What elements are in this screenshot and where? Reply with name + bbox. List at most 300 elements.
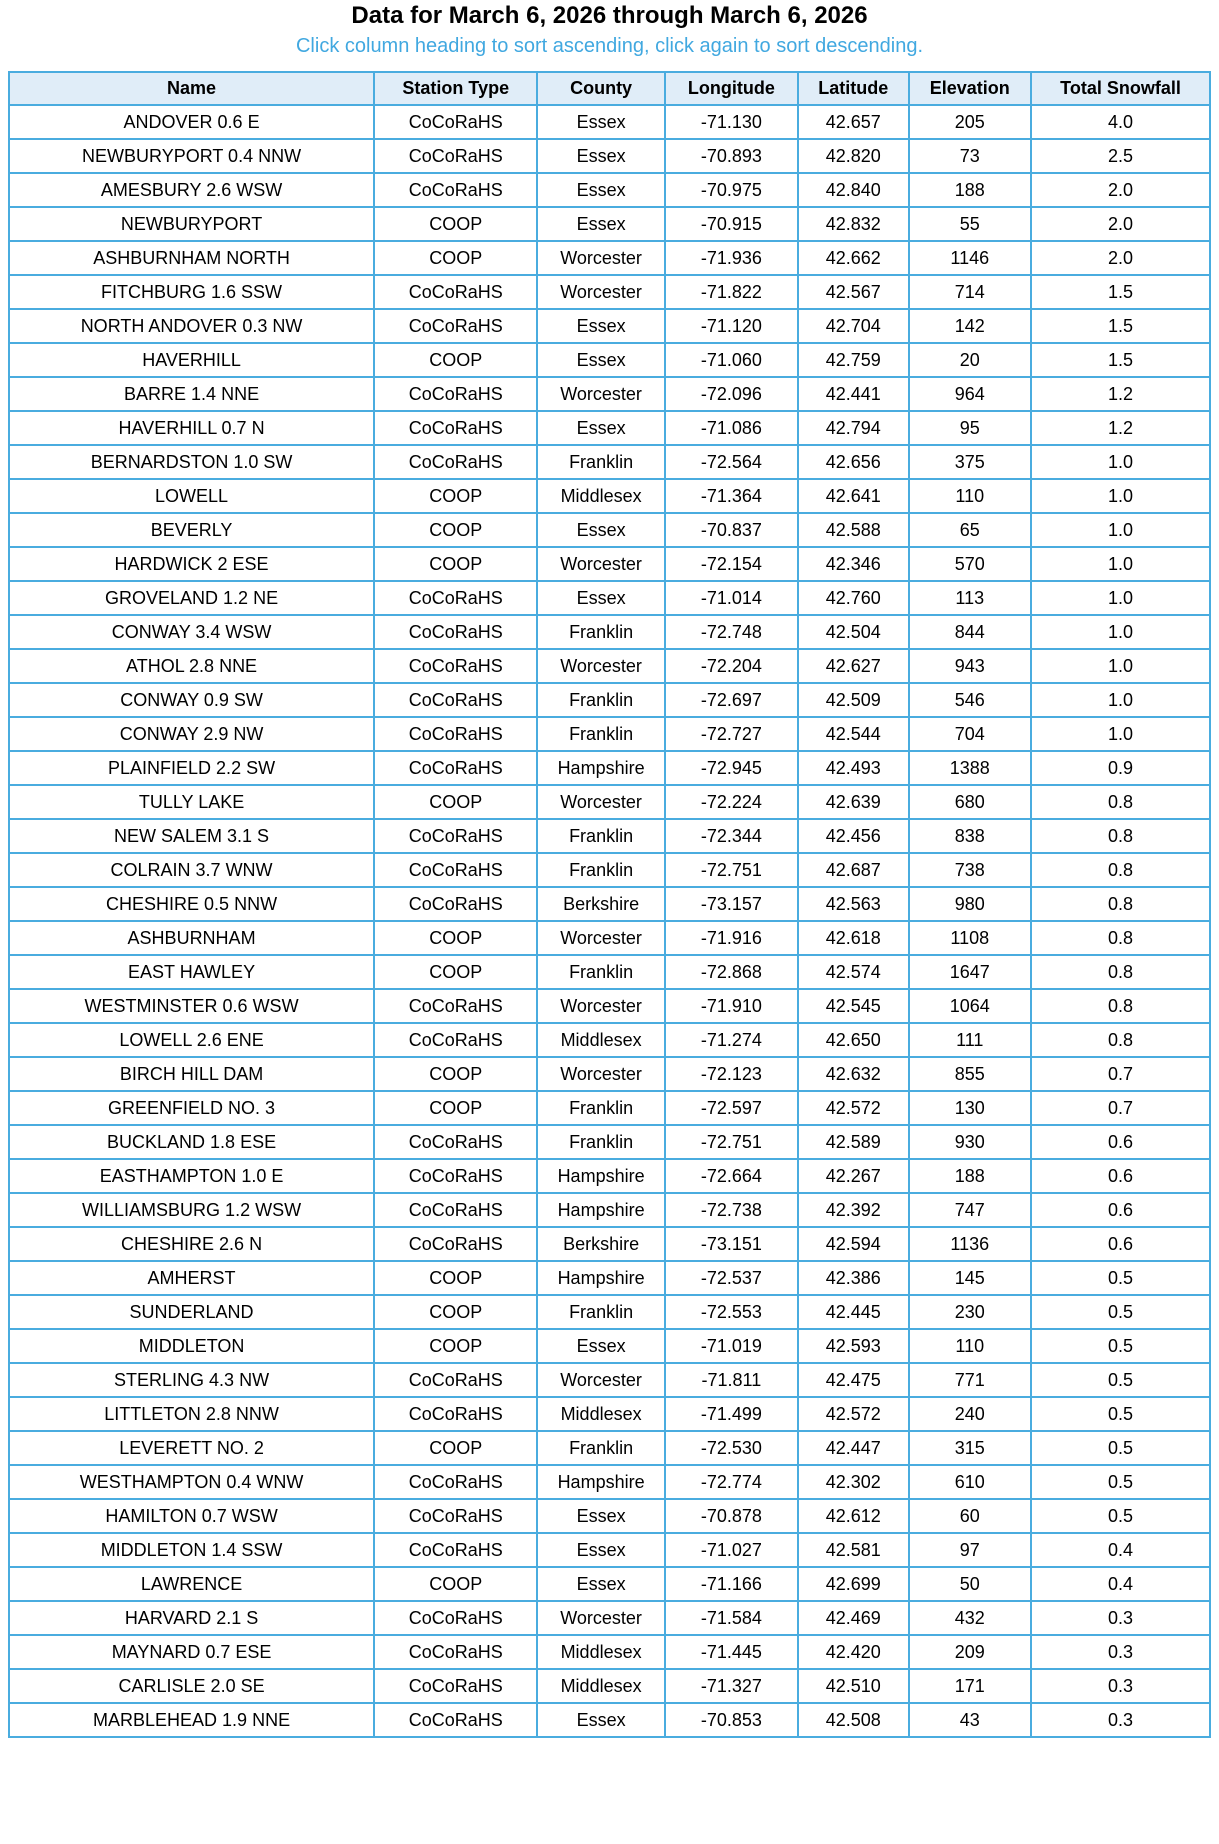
cell-elevation: 771 [909,1363,1032,1397]
cell-elevation: 240 [909,1397,1032,1431]
cell-station-type: COOP [374,513,537,547]
cell-station-type: COOP [374,241,537,275]
cell-county: Hampshire [537,1465,664,1499]
cell-elevation: 73 [909,139,1032,173]
cell-elevation: 20 [909,343,1032,377]
table-row [9,173,1210,207]
cell-latitude: 42.699 [798,1567,908,1601]
cell-elevation: 943 [909,649,1032,683]
table-row [9,1635,1210,1669]
cell-elevation: 110 [909,1329,1032,1363]
table-row [9,1261,1210,1295]
cell-elevation: 546 [909,683,1032,717]
cell-latitude: 42.420 [798,1635,908,1669]
cell-total-snowfall: 0.7 [1031,1091,1210,1125]
table-row [9,105,1210,139]
cell-longitude: -72.727 [665,717,798,751]
cell-county: Middlesex [537,1023,664,1057]
cell-longitude: -72.344 [665,819,798,853]
table-row [9,1601,1210,1635]
table-row [9,1499,1210,1533]
cell-longitude: -71.274 [665,1023,798,1057]
cell-county: Franklin [537,819,664,853]
cell-elevation: 844 [909,615,1032,649]
cell-station-type: CoCoRaHS [374,1499,537,1533]
table-row [9,1465,1210,1499]
cell-longitude: -71.445 [665,1635,798,1669]
cell-longitude: -71.936 [665,241,798,275]
cell-county: Essex [537,105,664,139]
table-row [9,1125,1210,1159]
cell-latitude: 42.510 [798,1669,908,1703]
table-row [9,1567,1210,1601]
cell-total-snowfall: 0.3 [1031,1669,1210,1703]
cell-total-snowfall: 0.5 [1031,1431,1210,1465]
cell-latitude: 42.469 [798,1601,908,1635]
cell-name: CONWAY 2.9 NW [9,717,374,751]
cell-name: ASHBURNHAM NORTH [9,241,374,275]
column-header-total-snowfall[interactable]: Total Snowfall [1031,72,1210,105]
cell-name: FITCHBURG 1.6 SSW [9,275,374,309]
cell-elevation: 111 [909,1023,1032,1057]
cell-county: Essex [537,581,664,615]
cell-total-snowfall: 4.0 [1031,105,1210,139]
cell-county: Hampshire [537,1159,664,1193]
cell-longitude: -71.027 [665,1533,798,1567]
cell-station-type: COOP [374,1329,537,1363]
cell-elevation: 113 [909,581,1032,615]
cell-elevation: 97 [909,1533,1032,1567]
cell-name: CHESHIRE 2.6 N [9,1227,374,1261]
cell-county: Essex [537,1499,664,1533]
cell-latitude: 42.392 [798,1193,908,1227]
table-row [9,1159,1210,1193]
cell-total-snowfall: 1.0 [1031,547,1210,581]
cell-county: Worcester [537,241,664,275]
cell-total-snowfall: 1.0 [1031,649,1210,683]
cell-elevation: 838 [909,819,1032,853]
cell-latitude: 42.632 [798,1057,908,1091]
column-header-longitude[interactable]: Longitude [665,72,798,105]
cell-name: AMHERST [9,1261,374,1295]
cell-latitude: 42.594 [798,1227,908,1261]
cell-station-type: COOP [374,1431,537,1465]
cell-name: MIDDLETON 1.4 SSW [9,1533,374,1567]
cell-longitude: -70.975 [665,173,798,207]
cell-latitude: 42.662 [798,241,908,275]
cell-total-snowfall: 1.5 [1031,343,1210,377]
table-row [9,853,1210,887]
cell-longitude: -72.748 [665,615,798,649]
cell-station-type: COOP [374,1091,537,1125]
cell-county: Essex [537,1703,664,1737]
cell-longitude: -70.878 [665,1499,798,1533]
cell-elevation: 980 [909,887,1032,921]
cell-station-type: COOP [374,1295,537,1329]
cell-county: Worcester [537,377,664,411]
cell-longitude: -71.916 [665,921,798,955]
cell-station-type: CoCoRaHS [374,751,537,785]
cell-county: Franklin [537,445,664,479]
cell-county: Worcester [537,649,664,683]
cell-total-snowfall: 1.0 [1031,717,1210,751]
cell-latitude: 42.794 [798,411,908,445]
cell-name: ATHOL 2.8 NNE [9,649,374,683]
table-row [9,887,1210,921]
cell-longitude: -72.597 [665,1091,798,1125]
station-table-body [9,105,1210,1737]
cell-elevation: 714 [909,275,1032,309]
cell-longitude: -71.327 [665,1669,798,1703]
page-title: Data for March 6, 2026 through March 6, 2026 [351,2,868,29]
cell-station-type: CoCoRaHS [374,853,537,887]
cell-station-type: COOP [374,1057,537,1091]
cell-name: NORTH ANDOVER 0.3 NW [9,309,374,343]
table-row [9,785,1210,819]
cell-latitude: 42.346 [798,547,908,581]
cell-longitude: -72.868 [665,955,798,989]
cell-name: SUNDERLAND [9,1295,374,1329]
cell-county: Middlesex [537,1635,664,1669]
cell-latitude: 42.581 [798,1533,908,1567]
table-row [9,581,1210,615]
cell-latitude: 42.567 [798,275,908,309]
cell-station-type: CoCoRaHS [374,1397,537,1431]
cell-latitude: 42.656 [798,445,908,479]
cell-longitude: -70.915 [665,207,798,241]
cell-latitude: 42.445 [798,1295,908,1329]
column-header-station-type[interactable]: Station Type [374,72,537,105]
cell-elevation: 110 [909,479,1032,513]
cell-total-snowfall: 1.0 [1031,581,1210,615]
cell-total-snowfall: 0.8 [1031,1023,1210,1057]
cell-longitude: -71.811 [665,1363,798,1397]
cell-latitude: 42.456 [798,819,908,853]
cell-latitude: 42.588 [798,513,908,547]
cell-longitude: -70.837 [665,513,798,547]
cell-station-type: CoCoRaHS [374,615,537,649]
cell-station-type: CoCoRaHS [374,887,537,921]
cell-elevation: 50 [909,1567,1032,1601]
cell-county: Essex [537,411,664,445]
cell-total-snowfall: 0.8 [1031,921,1210,955]
cell-longitude: -72.774 [665,1465,798,1499]
cell-county: Essex [537,173,664,207]
cell-name: CONWAY 3.4 WSW [9,615,374,649]
cell-name: EAST HAWLEY [9,955,374,989]
cell-county: Berkshire [537,1227,664,1261]
cell-county: Franklin [537,1431,664,1465]
cell-total-snowfall: 1.0 [1031,479,1210,513]
cell-longitude: -71.584 [665,1601,798,1635]
cell-name: HAVERHILL 0.7 N [9,411,374,445]
cell-elevation: 230 [909,1295,1032,1329]
table-row [9,1669,1210,1703]
table-row [9,547,1210,581]
cell-elevation: 315 [909,1431,1032,1465]
column-header-elevation[interactable]: Elevation [909,72,1032,105]
cell-latitude: 42.639 [798,785,908,819]
cell-longitude: -72.697 [665,683,798,717]
cell-total-snowfall: 0.6 [1031,1159,1210,1193]
cell-latitude: 42.589 [798,1125,908,1159]
cell-county: Franklin [537,1091,664,1125]
table-row [9,411,1210,445]
cell-name: HAVERHILL [9,343,374,377]
table-row [9,989,1210,1023]
cell-station-type: COOP [374,921,537,955]
table-row [9,615,1210,649]
cell-longitude: -72.664 [665,1159,798,1193]
cell-longitude: -72.154 [665,547,798,581]
cell-station-type: CoCoRaHS [374,581,537,615]
cell-name: NEWBURYPORT [9,207,374,241]
cell-county: Hampshire [537,1261,664,1295]
cell-station-type: CoCoRaHS [374,1363,537,1397]
cell-longitude: -72.123 [665,1057,798,1091]
cell-total-snowfall: 0.8 [1031,887,1210,921]
cell-longitude: -70.853 [665,1703,798,1737]
cell-county: Worcester [537,1057,664,1091]
cell-elevation: 570 [909,547,1032,581]
cell-county: Essex [537,309,664,343]
table-row [9,479,1210,513]
table-row [9,1703,1210,1737]
cell-total-snowfall: 0.3 [1031,1703,1210,1737]
cell-name: CARLISLE 2.0 SE [9,1669,374,1703]
cell-elevation: 205 [909,105,1032,139]
cell-name: BIRCH HILL DAM [9,1057,374,1091]
cell-latitude: 42.687 [798,853,908,887]
cell-elevation: 1136 [909,1227,1032,1261]
table-row [9,683,1210,717]
cell-latitude: 42.493 [798,751,908,785]
cell-latitude: 42.704 [798,309,908,343]
cell-county: Essex [537,343,664,377]
cell-name: EASTHAMPTON 1.0 E [9,1159,374,1193]
table-row [9,1091,1210,1125]
table-row [9,1363,1210,1397]
cell-elevation: 55 [909,207,1032,241]
cell-county: Essex [537,207,664,241]
cell-latitude: 42.447 [798,1431,908,1465]
cell-latitude: 42.627 [798,649,908,683]
cell-total-snowfall: 0.9 [1031,751,1210,785]
cell-county: Worcester [537,785,664,819]
cell-station-type: CoCoRaHS [374,309,537,343]
column-header-county[interactable]: County [537,72,664,105]
table-row [9,241,1210,275]
cell-station-type: COOP [374,785,537,819]
cell-station-type: COOP [374,547,537,581]
table-row [9,751,1210,785]
table-row [9,1533,1210,1567]
cell-longitude: -71.060 [665,343,798,377]
cell-station-type: CoCoRaHS [374,1227,537,1261]
cell-station-type: CoCoRaHS [374,1159,537,1193]
cell-elevation: 964 [909,377,1032,411]
cell-station-type: COOP [374,955,537,989]
cell-longitude: -71.014 [665,581,798,615]
cell-longitude: -72.204 [665,649,798,683]
cell-elevation: 95 [909,411,1032,445]
cell-station-type: CoCoRaHS [374,105,537,139]
cell-station-type: CoCoRaHS [374,1669,537,1703]
cell-elevation: 704 [909,717,1032,751]
table-row [9,139,1210,173]
table-head [9,72,1210,105]
cell-station-type: CoCoRaHS [374,683,537,717]
cell-total-snowfall: 0.5 [1031,1499,1210,1533]
cell-total-snowfall: 0.5 [1031,1329,1210,1363]
cell-name: AMESBURY 2.6 WSW [9,173,374,207]
cell-longitude: -71.019 [665,1329,798,1363]
cell-longitude: -71.364 [665,479,798,513]
cell-name: LOWELL 2.6 ENE [9,1023,374,1057]
cell-elevation: 610 [909,1465,1032,1499]
cell-station-type: COOP [374,343,537,377]
cell-station-type: COOP [374,479,537,513]
table-row [9,1397,1210,1431]
cell-elevation: 375 [909,445,1032,479]
cell-elevation: 145 [909,1261,1032,1295]
cell-total-snowfall: 0.8 [1031,989,1210,1023]
cell-station-type: COOP [374,207,537,241]
cell-total-snowfall: 0.8 [1031,955,1210,989]
table-row [9,1057,1210,1091]
cell-longitude: -71.910 [665,989,798,1023]
cell-longitude: -72.530 [665,1431,798,1465]
column-header-latitude[interactable]: Latitude [798,72,908,105]
cell-name: WESTMINSTER 0.6 WSW [9,989,374,1023]
table-row [9,445,1210,479]
cell-latitude: 42.832 [798,207,908,241]
cell-elevation: 1647 [909,955,1032,989]
cell-county: Middlesex [537,1397,664,1431]
table-row [9,717,1210,751]
cell-county: Franklin [537,683,664,717]
cell-longitude: -71.130 [665,105,798,139]
cell-station-type: CoCoRaHS [374,275,537,309]
cell-total-snowfall: 1.0 [1031,445,1210,479]
cell-county: Middlesex [537,1669,664,1703]
cell-latitude: 42.574 [798,955,908,989]
cell-name: BEVERLY [9,513,374,547]
table-row [9,377,1210,411]
cell-longitude: -72.751 [665,1125,798,1159]
cell-total-snowfall: 0.3 [1031,1635,1210,1669]
cell-station-type: CoCoRaHS [374,1601,537,1635]
cell-name: BUCKLAND 1.8 ESE [9,1125,374,1159]
cell-elevation: 130 [909,1091,1032,1125]
column-header-name[interactable]: Name [9,72,374,105]
cell-longitude: -72.553 [665,1295,798,1329]
table-row [9,207,1210,241]
cell-total-snowfall: 0.3 [1031,1601,1210,1635]
cell-total-snowfall: 0.8 [1031,819,1210,853]
cell-county: Worcester [537,1601,664,1635]
cell-name: BERNARDSTON 1.0 SW [9,445,374,479]
cell-elevation: 43 [909,1703,1032,1737]
cell-name: MARBLEHEAD 1.9 NNE [9,1703,374,1737]
cell-name: GREENFIELD NO. 3 [9,1091,374,1125]
cell-county: Essex [537,1533,664,1567]
cell-latitude: 42.509 [798,683,908,717]
table-row [9,1329,1210,1363]
cell-latitude: 42.544 [798,717,908,751]
cell-station-type: CoCoRaHS [374,173,537,207]
cell-longitude: -72.537 [665,1261,798,1295]
sort-instructions: Click column heading to sort ascending, click again to sort descending. [295,35,923,57]
cell-total-snowfall: 0.5 [1031,1295,1210,1329]
cell-station-type: CoCoRaHS [374,1023,537,1057]
cell-station-type: CoCoRaHS [374,1703,537,1737]
cell-name: PLAINFIELD 2.2 SW [9,751,374,785]
cell-latitude: 42.572 [798,1397,908,1431]
cell-latitude: 42.475 [798,1363,908,1397]
table-row [9,921,1210,955]
cell-name: WILLIAMSBURG 1.2 WSW [9,1193,374,1227]
cell-latitude: 42.545 [798,989,908,1023]
cell-station-type: CoCoRaHS [374,1465,537,1499]
cell-latitude: 42.760 [798,581,908,615]
cell-county: Franklin [537,1125,664,1159]
table-row [9,513,1210,547]
cell-longitude: -72.224 [665,785,798,819]
cell-county: Franklin [537,955,664,989]
cell-station-type: CoCoRaHS [374,819,537,853]
cell-elevation: 188 [909,1159,1032,1193]
cell-longitude: -72.751 [665,853,798,887]
cell-name: WESTHAMPTON 0.4 WNW [9,1465,374,1499]
cell-station-type: CoCoRaHS [374,411,537,445]
cell-county: Franklin [537,717,664,751]
cell-longitude: -71.822 [665,275,798,309]
cell-longitude: -72.738 [665,1193,798,1227]
table-row [9,1023,1210,1057]
cell-latitude: 42.650 [798,1023,908,1057]
cell-latitude: 42.267 [798,1159,908,1193]
cell-total-snowfall: 2.0 [1031,173,1210,207]
page [0,2,1219,1738]
cell-elevation: 930 [909,1125,1032,1159]
cell-name: LOWELL [9,479,374,513]
cell-station-type: COOP [374,1567,537,1601]
cell-latitude: 42.840 [798,173,908,207]
cell-elevation: 1108 [909,921,1032,955]
cell-elevation: 209 [909,1635,1032,1669]
cell-name: LEVERETT NO. 2 [9,1431,374,1465]
cell-station-type: CoCoRaHS [374,1193,537,1227]
cell-name: STERLING 4.3 NW [9,1363,374,1397]
table-row [9,1295,1210,1329]
cell-county: Middlesex [537,479,664,513]
cell-county: Hampshire [537,751,664,785]
table-row [9,649,1210,683]
cell-county: Worcester [537,275,664,309]
cell-name: HAMILTON 0.7 WSW [9,1499,374,1533]
cell-name: HARVARD 2.1 S [9,1601,374,1635]
cell-station-type: CoCoRaHS [374,649,537,683]
cell-county: Worcester [537,1363,664,1397]
cell-latitude: 42.657 [798,105,908,139]
cell-latitude: 42.302 [798,1465,908,1499]
cell-total-snowfall: 0.5 [1031,1363,1210,1397]
cell-elevation: 747 [909,1193,1032,1227]
cell-name: NEW SALEM 3.1 S [9,819,374,853]
cell-total-snowfall: 1.0 [1031,683,1210,717]
cell-latitude: 42.441 [798,377,908,411]
